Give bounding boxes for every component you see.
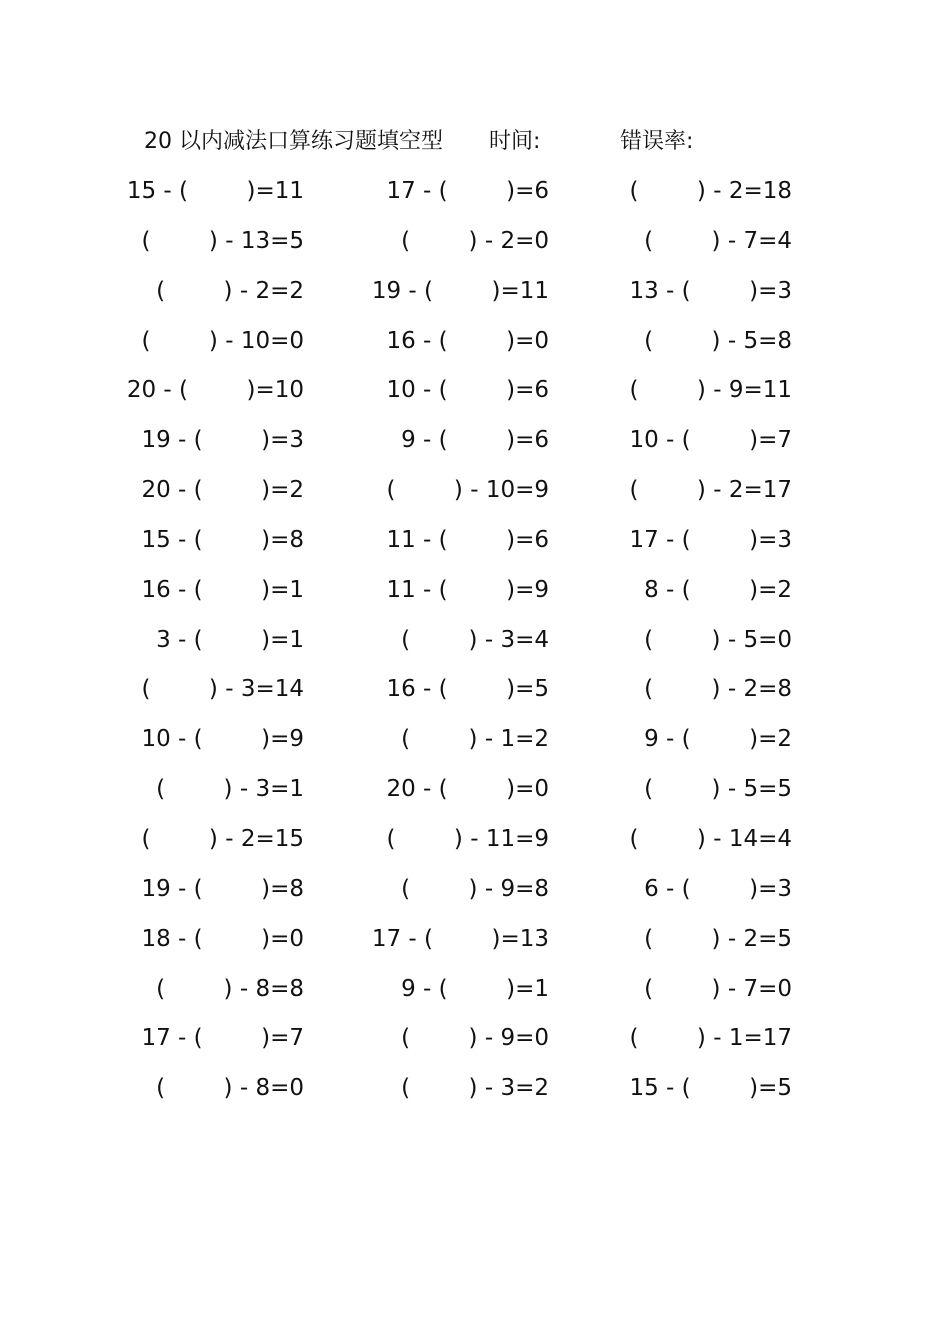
subtraction-problem: 15 - ( )=8: [141, 526, 304, 553]
subtraction-problem: 16 - ( )=1: [141, 576, 304, 603]
problem-row: [0, 174, 950, 224]
subtraction-problem: ( ) - 3=1: [156, 776, 304, 803]
problem-row: [0, 324, 950, 374]
problem-row: [0, 1071, 950, 1121]
subtraction-problem: 17 - ( )=3: [629, 526, 792, 553]
subtraction-problem: ( ) - 9=0: [401, 1025, 549, 1052]
subtraction-problem: 10 - ( )=7: [629, 427, 792, 454]
problem-row: [0, 274, 950, 324]
subtraction-problem: ( ) - 5=5: [644, 776, 792, 803]
subtraction-problem: ( ) - 5=0: [644, 626, 792, 653]
subtraction-problem: 19 - ( )=3: [141, 427, 304, 454]
error-rate-label: 错误率:: [620, 129, 694, 154]
subtraction-problem: ( ) - 7=4: [644, 227, 792, 254]
subtraction-problem: ( ) - 3=4: [401, 626, 549, 653]
problem-row: [0, 473, 950, 523]
problem-row: [0, 623, 950, 673]
subtraction-problem: ( ) - 8=8: [156, 975, 304, 1002]
subtraction-problem: ( ) - 11=9: [386, 825, 549, 852]
subtraction-problem: ( ) - 10=0: [141, 327, 304, 354]
subtraction-problem: 9 - ( )=1: [401, 975, 549, 1002]
subtraction-problem: 11 - ( )=6: [386, 526, 549, 553]
subtraction-problem: 9 - ( )=6: [401, 427, 549, 454]
subtraction-problem: ( ) - 7=0: [644, 975, 792, 1002]
subtraction-problem: ( ) - 9=11: [629, 377, 792, 404]
subtraction-problem: ( ) - 1=17: [629, 1025, 792, 1052]
subtraction-problem: ( ) - 2=5: [644, 925, 792, 952]
subtraction-problem: 20 - ( )=0: [386, 776, 549, 803]
subtraction-problem: ( ) - 8=0: [156, 1075, 304, 1102]
subtraction-problem: 10 - ( )=9: [141, 726, 304, 753]
problem-row: [0, 224, 950, 274]
subtraction-problem: 16 - ( )=5: [386, 676, 549, 703]
subtraction-problem: ( ) - 2=0: [401, 227, 549, 254]
subtraction-problem: 20 - ( )=10: [126, 377, 304, 404]
subtraction-problem: ( ) - 14=4: [629, 825, 792, 852]
subtraction-problem: 17 - ( )=6: [386, 178, 549, 204]
subtraction-problem: ( ) - 3=14: [141, 676, 304, 703]
subtraction-problem: ( ) - 2=8: [644, 676, 792, 703]
subtraction-problem: ( ) - 5=8: [644, 327, 792, 354]
subtraction-problem: 6 - ( )=3: [644, 875, 792, 902]
subtraction-problem: 13 - ( )=3: [629, 277, 792, 304]
problem-row: [0, 523, 950, 573]
subtraction-problem: 10 - ( )=6: [386, 377, 549, 404]
subtraction-problem: 16 - ( )=0: [386, 327, 549, 354]
subtraction-problem: ( ) - 2=2: [156, 277, 304, 304]
subtraction-problem: 19 - ( )=11: [371, 277, 549, 304]
subtraction-problem: ( ) - 1=2: [401, 726, 549, 753]
subtraction-problem: 18 - ( )=0: [141, 925, 304, 952]
subtraction-problem: 15 - ( )=5: [629, 1075, 792, 1102]
subtraction-problem: 19 - ( )=8: [141, 875, 304, 902]
subtraction-problem: 3 - ( )=1: [156, 626, 304, 653]
subtraction-problem: 20 - ( )=2: [141, 477, 304, 504]
subtraction-problem: ( ) - 10=9: [386, 477, 549, 504]
subtraction-problem: ( ) - 2=17: [629, 477, 792, 504]
problem-row: [0, 373, 950, 423]
subtraction-problem: 8 - ( )=2: [644, 576, 792, 603]
subtraction-problem: 17 - ( )=7: [141, 1025, 304, 1052]
time-label: 时间:: [489, 129, 541, 154]
problem-row: [0, 822, 950, 872]
subtraction-problem: 11 - ( )=9: [386, 576, 549, 603]
problem-row: [0, 922, 950, 972]
problem-row: [0, 1021, 950, 1071]
problem-row: [0, 423, 950, 473]
subtraction-problem: 15 - ( )=11: [126, 178, 304, 204]
worksheet-title: 20 以内减法口算练习题填空型: [144, 129, 443, 154]
problem-row: [0, 722, 950, 772]
subtraction-problem: 9 - ( )=2: [644, 726, 792, 753]
problem-row: [0, 772, 950, 822]
subtraction-problem: ( ) - 2=15: [141, 825, 304, 852]
problem-row: [0, 872, 950, 922]
problem-row: [0, 573, 950, 623]
problem-grid: [0, 174, 950, 1121]
subtraction-problem: ( ) - 3=2: [401, 1075, 549, 1102]
subtraction-problem: ( ) - 9=8: [401, 875, 549, 902]
subtraction-problem: ( ) - 13=5: [141, 227, 304, 254]
problem-row: [0, 972, 950, 1022]
subtraction-problem: 17 - ( )=13: [371, 925, 549, 952]
subtraction-problem: ( ) - 2=18: [629, 178, 792, 204]
problem-row: [0, 672, 950, 722]
